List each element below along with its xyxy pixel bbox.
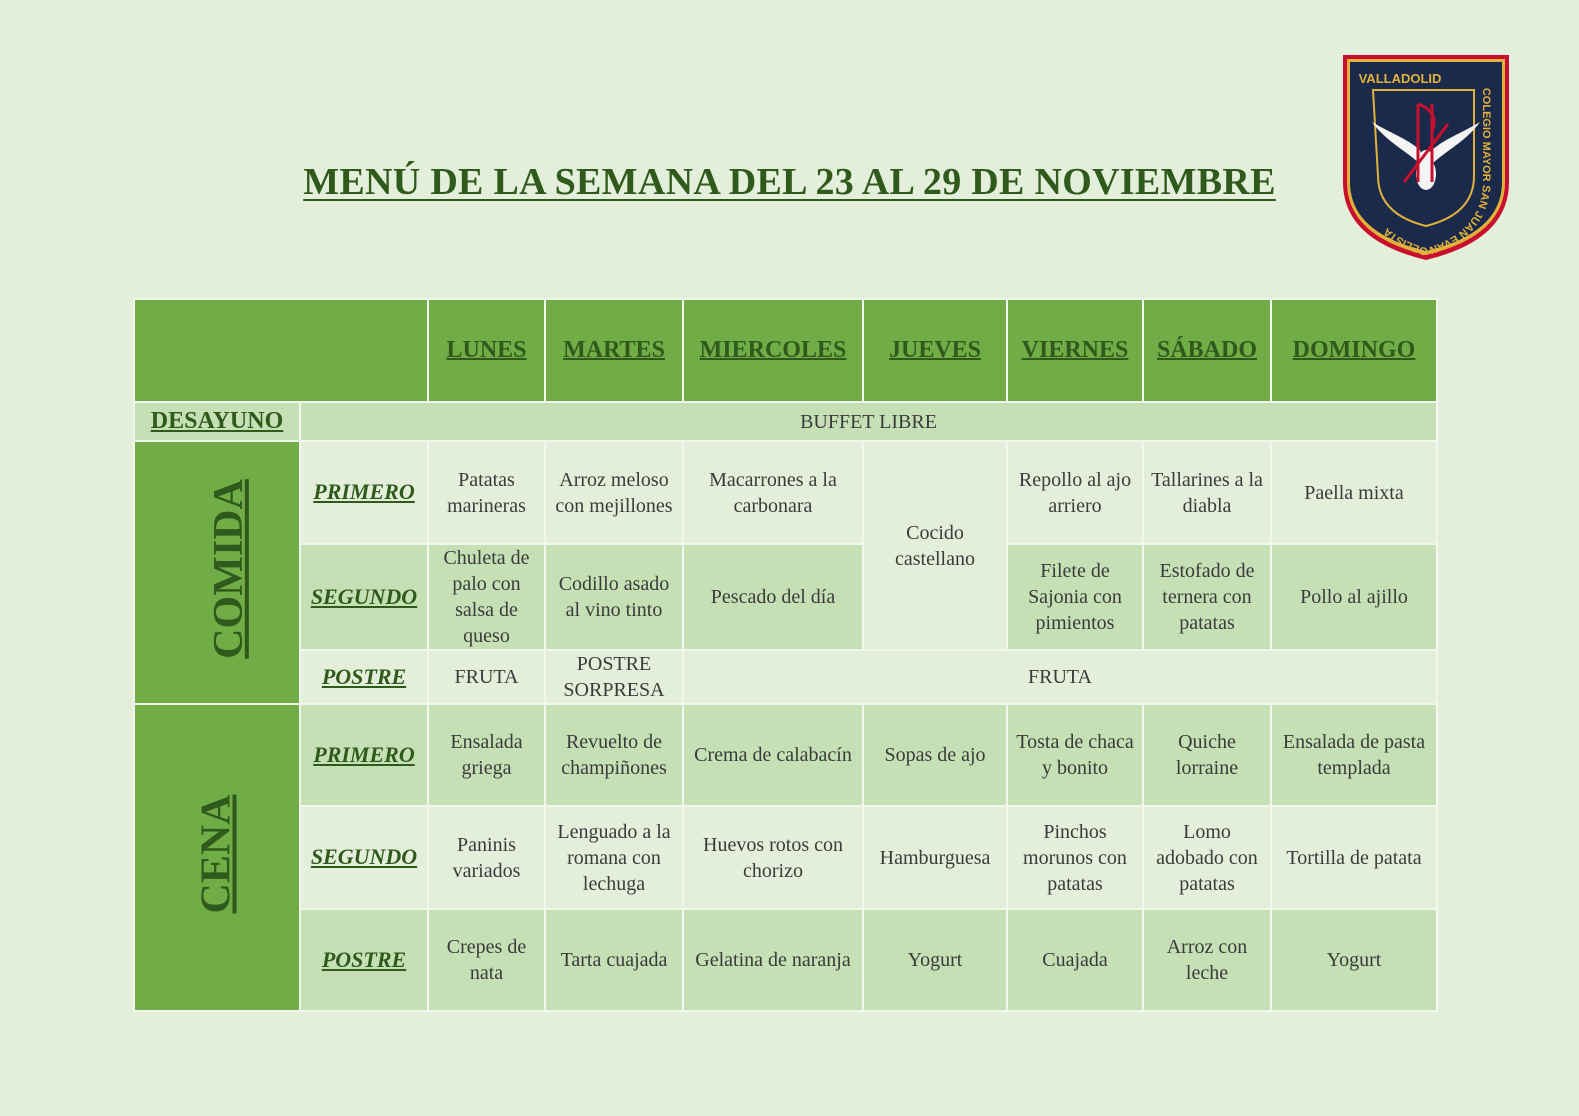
day-header-sabado: SÁBADO	[1143, 299, 1271, 402]
logo-top-text: VALLADOLID	[1358, 71, 1442, 86]
comida-primero-label: PRIMERO	[300, 441, 428, 544]
cena-segundo-martes: Lenguado a la romana con lechuga	[545, 806, 683, 909]
day-header-domingo: DOMINGO	[1271, 299, 1437, 402]
cena-primero-jueves: Sopas de ajo	[863, 704, 1007, 806]
cena-postre-martes: Tarta cuajada	[545, 909, 683, 1011]
day-header-miercoles: MIERCOLES	[683, 299, 863, 402]
cena-segundo-miercoles: Huevos rotos con chorizo	[683, 806, 863, 909]
comida-segundo-label: SEGUNDO	[300, 544, 428, 650]
header-row	[134, 299, 1437, 402]
comida-primero-sabado: Tallarines a la diabla	[1143, 441, 1271, 544]
comida-primero-domingo: Paella mixta	[1271, 441, 1437, 544]
day-header-viernes: VIERNES	[1007, 299, 1143, 402]
cena-postre-label: POSTRE	[300, 909, 428, 1011]
comida-segundo-martes: Codillo asado al vino tinto	[545, 544, 683, 650]
cena-segundo-domingo: Tortilla de patata	[1271, 806, 1437, 909]
cena-primero-miercoles: Crema de calabacín	[683, 704, 863, 806]
cena-primero-martes: Revuelto de champiñones	[545, 704, 683, 806]
desayuno-label: DESAYUNO	[134, 402, 300, 441]
cena-primero-row	[134, 704, 1437, 806]
cena-primero-viernes: Tosta de chaca y bonito	[1007, 704, 1143, 806]
day-header-lunes: LUNES	[428, 299, 545, 402]
comida-segundo-miercoles: Pescado del día	[683, 544, 863, 650]
cena-postre-sabado: Arroz con leche	[1143, 909, 1271, 1011]
cena-primero-domingo: Ensalada de pasta templada	[1271, 704, 1437, 806]
cena-postre-jueves: Yogurt	[863, 909, 1007, 1011]
comida-segundo-sabado: Estofado de ternera con patatas	[1143, 544, 1271, 650]
comida-segundo-viernes: Filete de Sajonia con pimientos	[1007, 544, 1143, 650]
day-header-martes: MARTES	[545, 299, 683, 402]
comida-primero-lunes: Patatas marineras	[428, 441, 545, 544]
cena-postre-miercoles: Gelatina de naranja	[683, 909, 863, 1011]
cena-postre-lunes: Crepes de nata	[428, 909, 545, 1011]
cena-postre-row	[134, 909, 1437, 1011]
comida-segundo-row	[134, 544, 1437, 650]
comida-jueves-cocido: Cocido castellano	[863, 441, 1007, 650]
cena-primero-label: PRIMERO	[300, 704, 428, 806]
cena-segundo-viernes: Pinchos morunos con patatas	[1007, 806, 1143, 909]
cena-section-label: CENA	[134, 704, 300, 1011]
cena-segundo-label: SEGUNDO	[300, 806, 428, 909]
cena-postre-domingo: Yogurt	[1271, 909, 1437, 1011]
comida-postre-row	[134, 650, 1437, 704]
cena-segundo-sabado: Lomo adobado con patatas	[1143, 806, 1271, 909]
header-corner-cell	[134, 299, 428, 402]
desayuno-value: BUFFET LIBRE	[300, 402, 1437, 441]
comida-primero-martes: Arroz meloso con mejillones	[545, 441, 683, 544]
comida-section-label: COMIDA	[134, 441, 300, 704]
comida-segundo-domingo: Pollo al ajillo	[1271, 544, 1437, 650]
comida-primero-viernes: Repollo al ajo arriero	[1007, 441, 1143, 544]
comida-postre-martes: POSTRE SORPRESA	[545, 650, 683, 704]
cena-primero-sabado: Quiche lorraine	[1143, 704, 1271, 806]
cena-segundo-row	[134, 806, 1437, 909]
logo-ring-text: COLEGIO MAYOR SAN JUAN EVANGELISTA	[1381, 87, 1492, 258]
cena-primero-lunes: Ensalada griega	[428, 704, 545, 806]
cena-segundo-lunes: Paninis variados	[428, 806, 545, 909]
comida-primero-miercoles: Macarrones a la carbonara	[683, 441, 863, 544]
college-crest-logo	[1340, 52, 1512, 262]
comida-primero-row	[134, 441, 1437, 544]
day-header-jueves: JUEVES	[863, 299, 1007, 402]
comida-postre-lunes: FRUTA	[428, 650, 545, 704]
cena-postre-viernes: Cuajada	[1007, 909, 1143, 1011]
comida-postre-resto: FRUTA	[683, 650, 1437, 704]
weekly-menu-table	[133, 298, 1438, 1012]
page-title-text: MENÚ DE LA SEMANA DEL 23 AL 29 DE NOVIEMBRE	[303, 161, 1276, 203]
desayuno-row	[134, 402, 1437, 441]
comida-postre-label: POSTRE	[300, 650, 428, 704]
comida-segundo-lunes: Chuleta de palo con salsa de queso	[428, 544, 545, 650]
cena-segundo-jueves: Hamburguesa	[863, 806, 1007, 909]
